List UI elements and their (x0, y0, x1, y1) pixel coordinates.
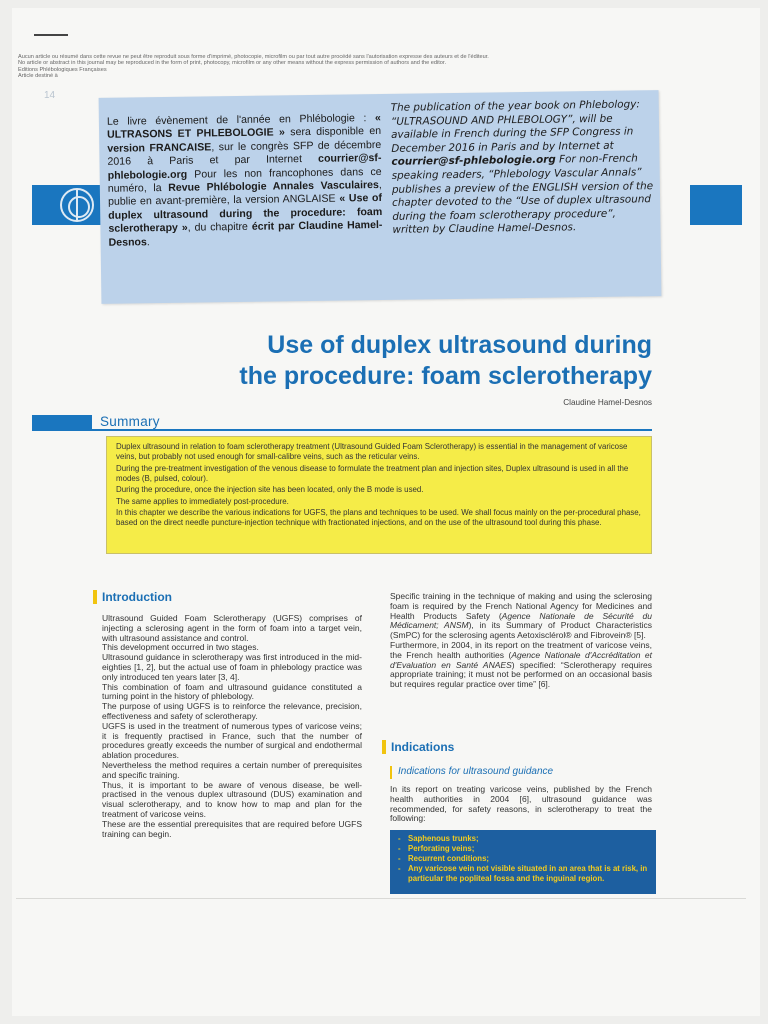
copyright-destination: Article destiné à (18, 73, 58, 80)
introduction-body (102, 614, 362, 839)
body-paragraph (390, 641, 652, 690)
heading-accent-bar (93, 590, 97, 604)
copyright-publisher: Editions Phlébologiques Françaises (18, 66, 107, 73)
introduction-heading (102, 590, 172, 604)
page-fold-line (16, 898, 746, 899)
summary-paragraph: The same applies to immediately post-procedure. (116, 496, 289, 506)
list-item: - Saphenous trunks; (398, 834, 479, 843)
summary-heading-bar (32, 415, 92, 431)
list-item-text: Perforating veins; (408, 844, 475, 853)
body-paragraph: Ultrasound Guided Foam Sclerotherapy (UGFS) comprises of injecting a sclerosing agent in the form of foam into a target vein, with ultrasound assistance and control. (102, 613, 362, 643)
text-run: sera disponible en (284, 125, 382, 139)
body-paragraph: These are the essential prerequisites that are required before UGFS training can begin. (102, 818, 362, 839)
list-item-text: Saphenous trunks; (408, 834, 479, 843)
promo-text-french (107, 112, 383, 250)
indications-body (390, 785, 652, 824)
text-run: Pour les non francophones dans ce numéro, la (107, 165, 382, 195)
copyright-line-fr: Aucun article ou résumé dans cette revue ne peut être reproduit sous forme d'imprimé, photocopie, microfilm ou par tout autre procédé sans l'autorisation expresse des auteurs et de l'éditeur. (18, 54, 489, 60)
pen-mark (34, 34, 68, 36)
introduction-heading-text: Introduction (102, 590, 172, 604)
list-item: - Recurrent conditions; (398, 854, 490, 863)
copyright-notice (18, 54, 718, 80)
text-run: version FRANCAISE (107, 141, 212, 155)
text-run: Furthermore, in 2004, in its report on the treatment of varicose veins, the French health authorities ( (390, 639, 652, 660)
article-title-line-1: Use of duplex ultrasound during (267, 331, 652, 359)
summary-paragraph: During the pre-treatment investigation of the venous disease to formulate the treatment plan and injection sites, Duplex ultrasound is used in all the modes (B, pulsed, colour). (116, 463, 629, 483)
text-run: écrit par Claudine Hamel-Desnos (108, 219, 383, 249)
body-paragraph: This combination of foam and ultrasound guidance constituted a turning point in the history of phlebology. (102, 681, 362, 702)
text-run: « Use of duplex ultrasound during the procedure: foam sclerotherapy » (108, 192, 383, 236)
text-run: Specific training in the technique of making and using the sclerosing foam is required by the French National Agency for Medicines and Health Products Safety ( (390, 591, 652, 621)
journal-logo-icon (60, 188, 94, 222)
indications-subheading-text: Indications for ultrasound guidance (398, 766, 554, 777)
list-item-text: Any varicose vein not visible situated in an area that is at risk, in particular the popliteal fossa and the inguinal region. (408, 864, 648, 883)
body-paragraph: UGFS is used in the treatment of numerous types of varicose veins; it is frequently practised in France, such that the number of procedures greatly exceeds the number of surgical and endothermal ablation procedures. (102, 720, 362, 761)
summary-heading-rule (92, 429, 652, 431)
text-run: , du chapitre (187, 221, 252, 234)
text-run: Le livre évènement de l'année en Phlébologie : (106, 112, 376, 128)
author-name: Claudine Hamel-Desnos (563, 398, 652, 407)
list-item: - Perforating veins; (398, 844, 475, 853)
right-column-body (390, 592, 652, 690)
heading-accent-bar (382, 740, 386, 754)
text-run: , publie en avant-première, la version ANGLAISE (107, 179, 382, 209)
body-paragraph: Nevertheless the method requires a certain number of prerequisites and specific training. (102, 759, 362, 780)
body-paragraph (390, 592, 652, 641)
summary-paragraph: Duplex ultrasound in relation to foam sclerotherapy treatment (Ultrasound Guided Foam Sclerotherapy) is essential in the management of varicose veins, but probably not used enough for small-calibre veins, such as the reticular veins. (116, 442, 628, 462)
text-run: . (146, 235, 150, 248)
text-run: For non-French speaking readers, “Phlebology Vascular Annals” publishes a preview of the ENGLISH version of the chapter devoted to the “Use of duplex ultrasound during the foam sclerotherapy procedure”, written by Claudine Hamel-Desnos. (391, 152, 654, 237)
text-run: « ULTRASONS ET PHLEBOLOGIE » (107, 111, 381, 142)
text-run: The publication of the year book on Phlebology: “ULTRASOUND AND PHLEBOLOGY”, will be available in French during the SFP Congress in December 2016 in Paris and by Internet at (390, 98, 640, 155)
indications-list-box (390, 830, 656, 894)
body-paragraph: The purpose of using UGFS is to reinforce the relevance, precision, effectiveness and safety of sclerotherapy. (102, 701, 362, 721)
promo-sticker (99, 90, 662, 304)
indications-list (398, 834, 648, 884)
summary-box (106, 436, 652, 554)
summary-heading: Summary (100, 414, 160, 429)
summary-paragraph: During the procedure, once the injection site has been located, only the B mode is used. (116, 485, 424, 495)
text-run: ) specified: “Sclerotherapy requires appropriate training; it must not be performed on an occasional basis but requires regular practice over time” [6]. (390, 659, 652, 690)
text-run: Revue Phlébologie Annales Vasculaires (168, 179, 379, 194)
text-run: Agence Nationale de Sécurité du Médicament; ANSM (390, 610, 652, 631)
body-paragraph: Ultrasound guidance in sclerotherapy was first introduced in the mid-eighties [1, 2], but the actual use of foam in phlebology practice was only introduced ten years later [3, 4]. (102, 652, 362, 682)
text-run: courrier@sf-phlebologie.org (107, 152, 382, 182)
body-paragraph: Thus, it is important to be aware of venous disease, be well-practised in the venous duplex ultrasound (DUS) examination and visual sclerotherapy, and to know how to map and plan for the treatment of varicose veins. (102, 779, 362, 819)
page-number: 14 (44, 90, 56, 101)
indications-heading-text: Indications (391, 740, 455, 754)
list-item-text: Recurrent conditions; (408, 854, 490, 863)
text-run: courrier@sf-phlebologie.org (391, 153, 556, 169)
body-paragraph: This development occurred in two stages. (102, 642, 259, 653)
promo-text-english (391, 98, 655, 238)
subheading-accent-bar (390, 766, 392, 779)
text-run: , sur le congrès SFP de décembre 2016 à Paris et par Internet (107, 138, 382, 169)
article-title-line-2: the procedure: foam sclerotherapy (239, 362, 652, 390)
text-run: Agence Nationale d'Accréditation et d'Evaluation en Santé ANAES (390, 649, 652, 670)
article-title (120, 330, 652, 392)
summary-heading-band (32, 413, 652, 431)
copyright-line-en: No article or abstract in this journal may be reproduced in the form of print, photocopy, microfilm or any other means without the express permission of authors and the editor. (18, 60, 447, 67)
indications-heading (391, 740, 454, 754)
summary-paragraph: In this chapter we describe the various indications for UGFS, the plans and techniques to be used. We shall focus mainly on the per-procedural phase, based on the direct needle puncture-injection technique with fractionated injections, and on the use of the ultrasound tool during this phase. (116, 507, 641, 528)
body-paragraph: In its report on treating varicose veins, published by the French health authorities in 2004 [6], ultrasound guidance was recommended, for safety reasons, in sclerotherapy to treat the following: (390, 784, 652, 824)
indications-subheading (398, 766, 553, 777)
list-item: - Any varicose vein not visible situated in an area that is at risk, in particular the popliteal fossa and the inguinal region. (398, 864, 648, 883)
text-run: ), in its Summary of Product Characteristics (SmPC) for the sclerosing agents Aetoxisclérol® and Fibrovein® [5]. (390, 620, 652, 641)
